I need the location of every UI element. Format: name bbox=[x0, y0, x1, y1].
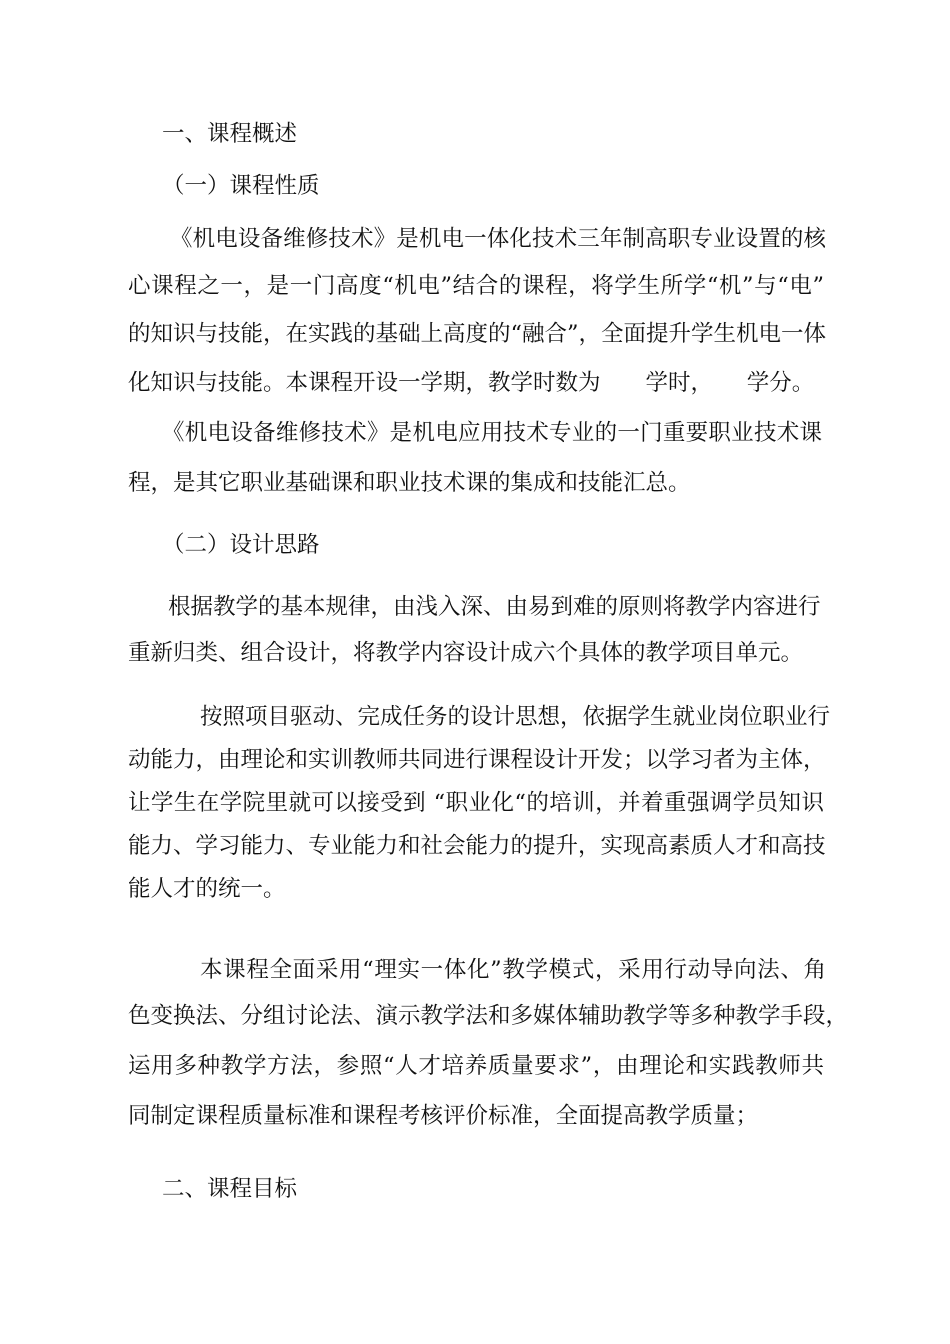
paragraph-line: 能力、学习能力、专业能力和社会能力的提升，实现高素质人才和高技 bbox=[128, 833, 826, 859]
paragraph-line: 程，是其它职业基础课和职业技术课的集成和技能汇总。 bbox=[128, 470, 691, 496]
paragraph-line: 《机电设备维修技术》是机电应用技术专业的一门重要职业技术课 bbox=[162, 420, 822, 446]
paragraph-line: 色变换法、分组讨论法、演示教学法和多媒体辅助教学等多种教学手段， bbox=[128, 1003, 849, 1029]
paragraph-line: 按照项目驱动、完成任务的设计思想，依据学生就业岗位职业行 bbox=[200, 704, 831, 730]
paragraph-line: 《机电设备维修技术》是机电一体化技术三年制高职专业设置的核 bbox=[170, 226, 826, 252]
section-heading-overview: 一、课程概述 bbox=[162, 121, 298, 147]
section-heading-objectives: 二、课程目标 bbox=[162, 1176, 298, 1202]
paragraph-line: 能人才的统一。 bbox=[128, 876, 286, 902]
subsection-heading-design: （二）设计思路 bbox=[162, 532, 320, 558]
paragraph-line: 重新归类、组合设计，将教学内容设计成六个具体的教学项目单元。 bbox=[128, 640, 804, 666]
subsection-heading-nature: （一）课程性质 bbox=[162, 173, 320, 199]
paragraph-line: 让学生在学院里就可以接受到 “职业化“的培训，并着重强调学员知识 bbox=[128, 790, 824, 816]
paragraph-line: 根据教学的基本规律，由浅入深、由易到难的原则将教学内容进行 bbox=[168, 594, 821, 620]
paragraph-line: 同制定课程质量标准和课程考核评价标准，全面提高教学质量； bbox=[128, 1103, 759, 1129]
paragraph-line: 化知识与技能。本课程开设一学期，教学时数为 学时， 学分。 bbox=[128, 370, 815, 396]
paragraph-line: 动能力，由理论和实训教师共同进行课程设计开发；以学习者为主体， bbox=[128, 747, 826, 773]
paragraph-line: 的知识与技能，在实践的基础上高度的“融合”，全面提升学生机电一体 bbox=[128, 321, 827, 347]
paragraph-line: 心课程之一，是一门高度“机电”结合的课程，将学生所学“机”与“电” bbox=[128, 273, 824, 299]
paragraph-line: 本课程全面采用“理实一体化”教学模式，采用行动导向法、角 bbox=[200, 957, 826, 983]
paragraph-line: 运用多种教学方法，参照“人才培养质量要求”，由理论和实践教师共 bbox=[128, 1053, 824, 1079]
